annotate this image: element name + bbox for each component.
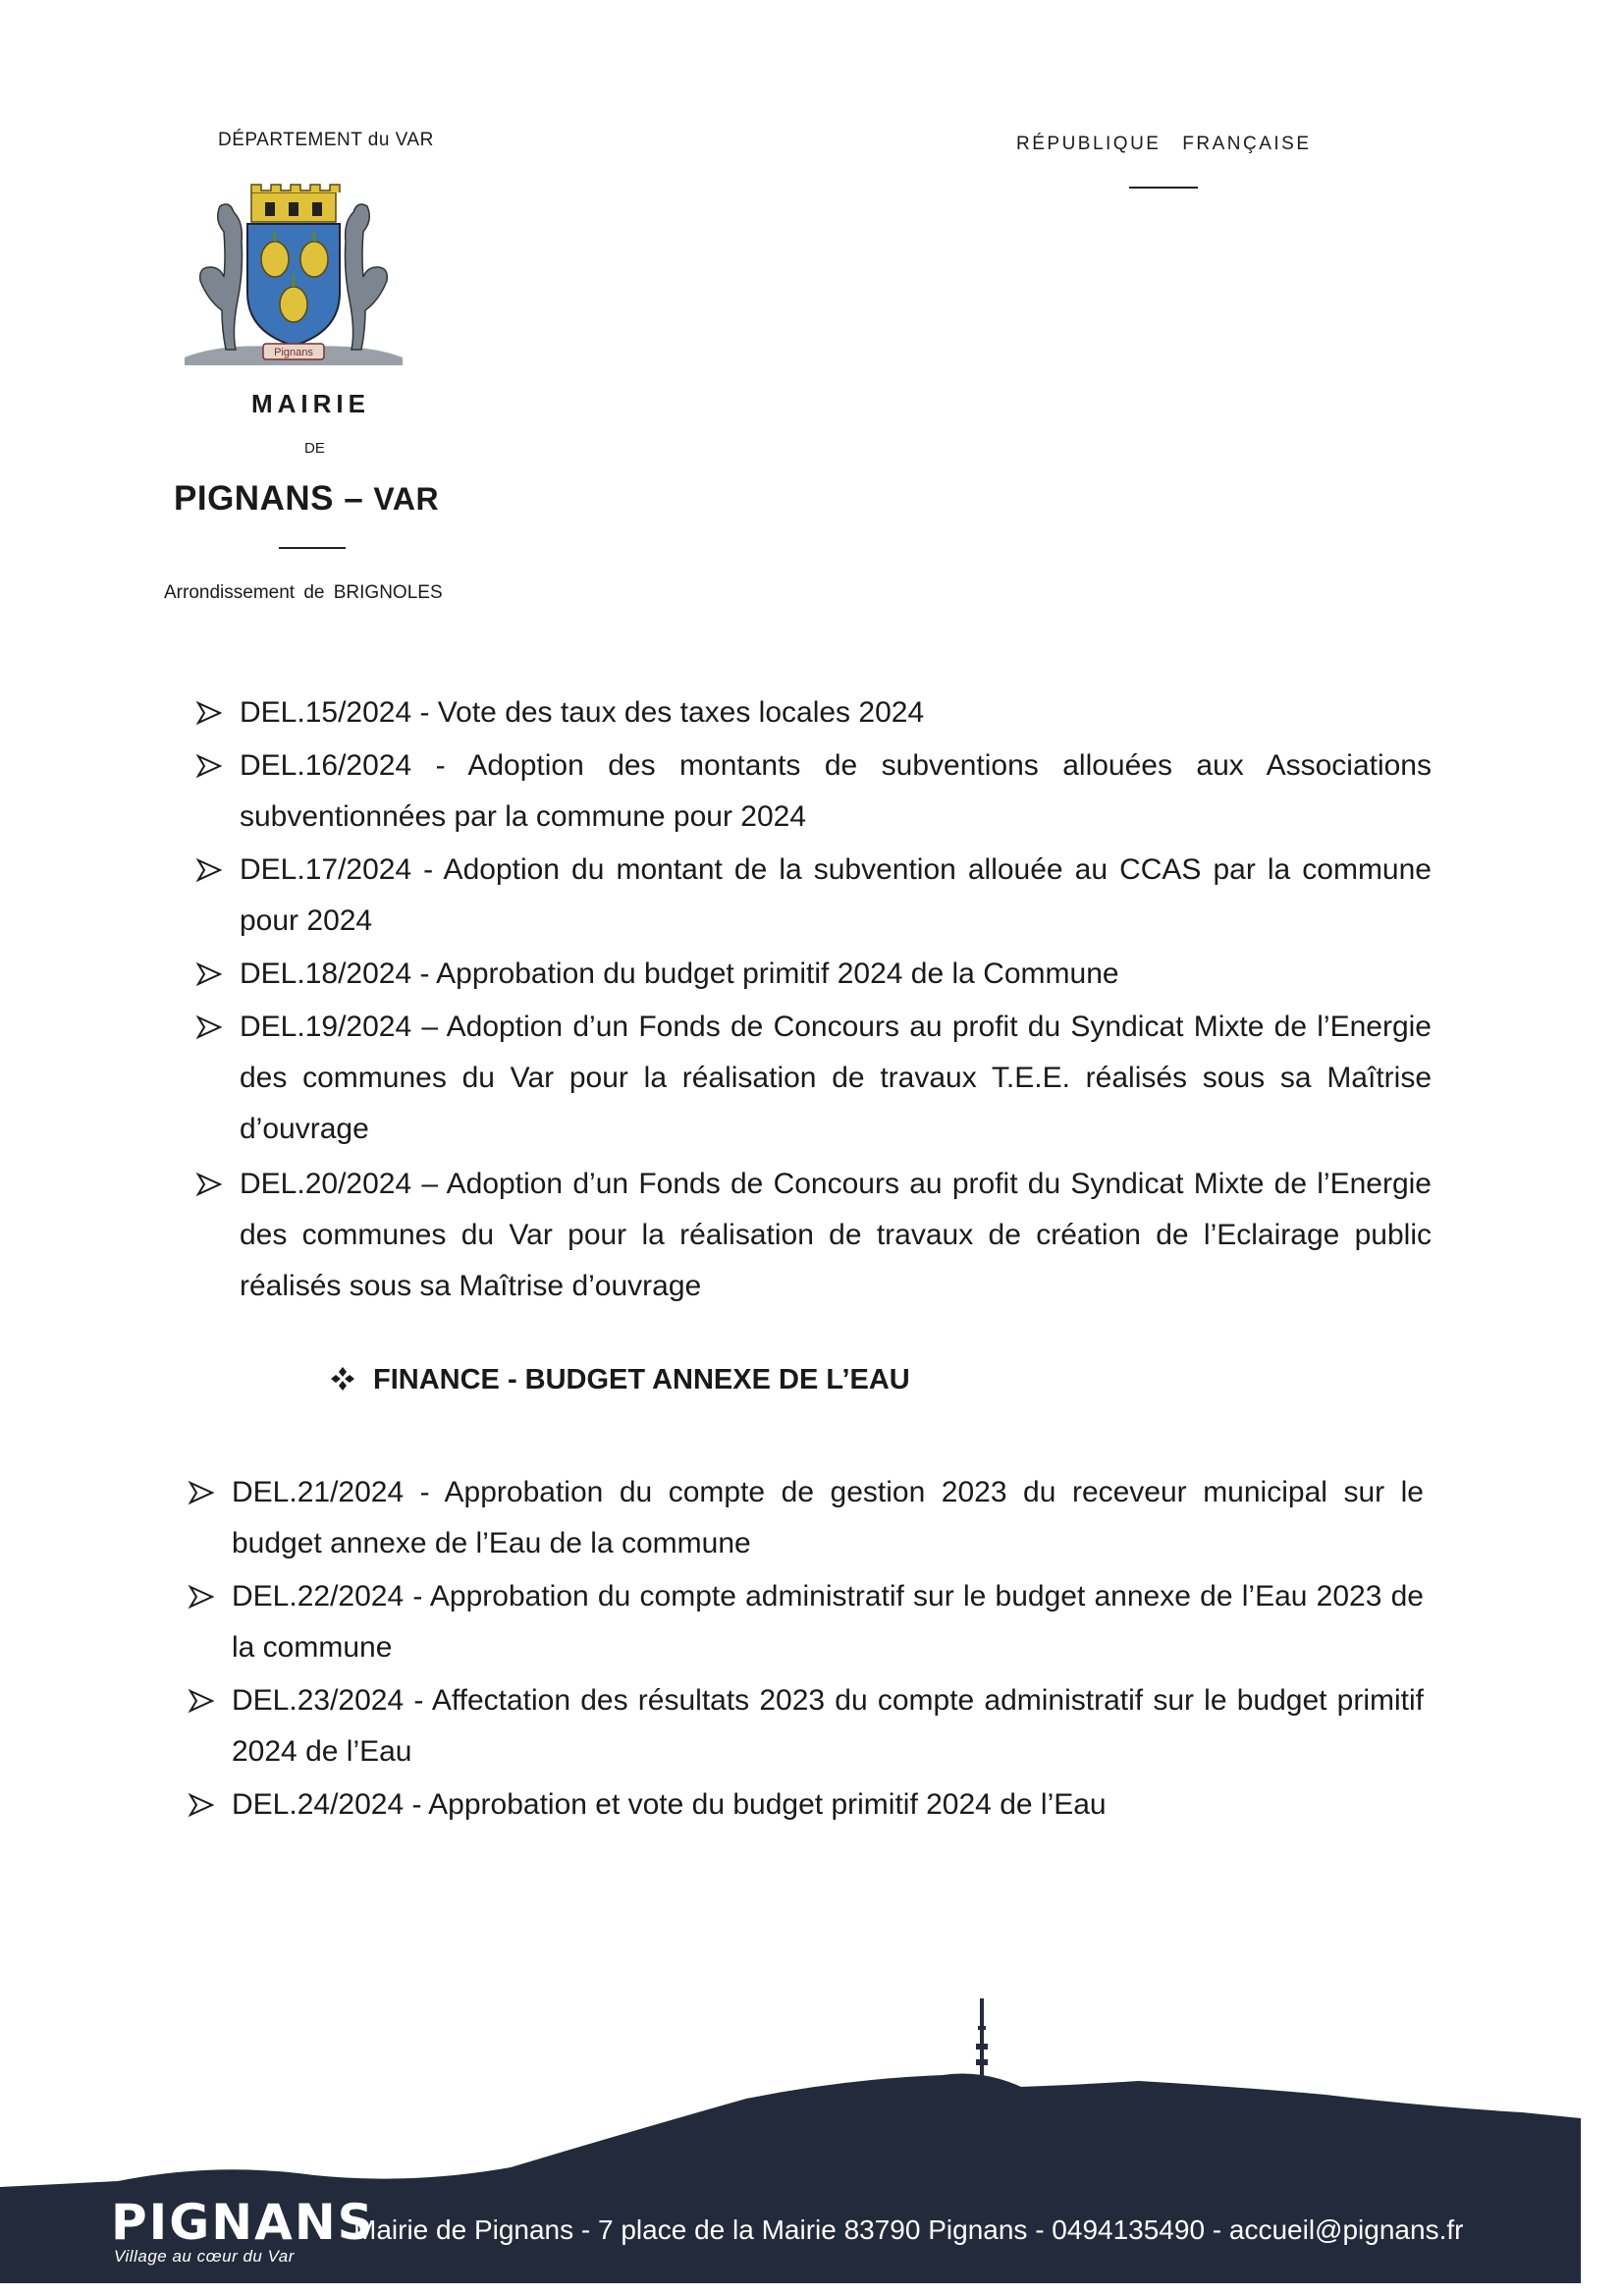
list-item [194,1159,1432,1312]
deliberation-text: DEL.17/2024 - Adoption du montant de la subvention allouée au CCAS par la commune pour 2024 [240,853,1432,937]
list-item [194,845,1432,947]
list-item [194,949,1432,1000]
deliberation-text: DEL.21/2024 - Approbation du compte de gestion 2023 du receveur municipal sur le budget annexe de l’Eau de la commune [232,1476,1424,1559]
deliberation-text: DEL.24/2024 - Approbation et vote du budget primitif 2024 de l’Eau [232,1788,1107,1821]
crest-banner-text: Pignans [274,347,313,358]
arrow-bullet-icon [194,1159,224,1210]
commune-var: VAR [373,481,440,517]
list-item [187,1779,1424,1831]
list-item [187,1571,1424,1673]
republique-label: RÉPUBLIQUE FRANÇAISE [1016,134,1312,154]
section-title-text: FINANCE - BUDGET ANNEXE DE L’EAU [373,1364,910,1395]
arrow-bullet-icon [194,845,224,896]
departement-label: DÉPARTEMENT du VAR [218,130,434,150]
mairie-title: MAIRIE [251,389,370,418]
deliberation-text: DEL.22/2024 - Approbation du compte administratif sur le budget annexe de l’Eau 2023 de la commune [232,1580,1424,1664]
list-item [187,1467,1424,1569]
arrow-bullet-icon [194,949,224,1000]
list-item [194,740,1432,843]
arrow-bullet-icon [187,1571,216,1622]
arrondissement-label: Arrondissement de BRIGNOLES [164,582,443,603]
list-item [187,1675,1424,1777]
deliberation-text: DEL.16/2024 - Adoption des montants de subventions allouées aux Associations subventionnées par la commune pour 2024 [240,749,1432,833]
footer-tagline: Village au cœur du Var [114,2247,295,2266]
deliberation-text: DEL.15/2024 - Vote des taux des taxes locales 2024 [240,696,925,729]
section-title [330,1363,910,1396]
crest-logo [185,183,403,365]
divider [279,547,346,549]
arrow-bullet-icon [194,740,224,792]
footer-address: Mairie de Pignans - 7 place de la Mairie 83790 Pignans - 0494135490 - accueil@pignans.fr [353,2214,1464,2245]
arrow-bullet-icon [187,1675,216,1726]
arrow-bullet-icon [194,1002,224,1053]
commune-title [174,479,439,519]
commune-name: PIGNANS – [174,479,374,518]
arrow-bullet-icon [187,1467,216,1518]
deliberation-text: DEL.23/2024 - Affectation des résultats 2023 du compte administratif sur le budget primitif 2024 de l’Eau [232,1684,1424,1768]
diamond-bullet-icon [330,1366,355,1392]
de-label: DE [304,440,325,457]
deliberation-text: DEL.20/2024 – Adoption d’un Fonds de Concours au profit du Syndicat Mixte de l’Energie des communes du Var pour la réalisation de travaux de création de l’Eclairage public réalisés sous sa Maîtrise d’ouvrage [240,1168,1432,1302]
list-item [194,687,1432,738]
list-item [194,1002,1432,1155]
deliberation-text: DEL.18/2024 - Approbation du budget primitif 2024 de la Commune [240,957,1119,990]
arrow-bullet-icon [194,687,224,738]
arrow-bullet-icon [187,1779,216,1831]
divider [1129,187,1198,189]
footer-logo: PIGNANS [111,2194,375,2251]
deliberation-text: DEL.19/2024 – Adoption d’un Fonds de Concours au profit du Syndicat Mixte de l’Energie des communes du Var pour la réalisation de travaux T.E.E. réalisés sous sa Maîtrise d’ouvrage [240,1011,1432,1145]
